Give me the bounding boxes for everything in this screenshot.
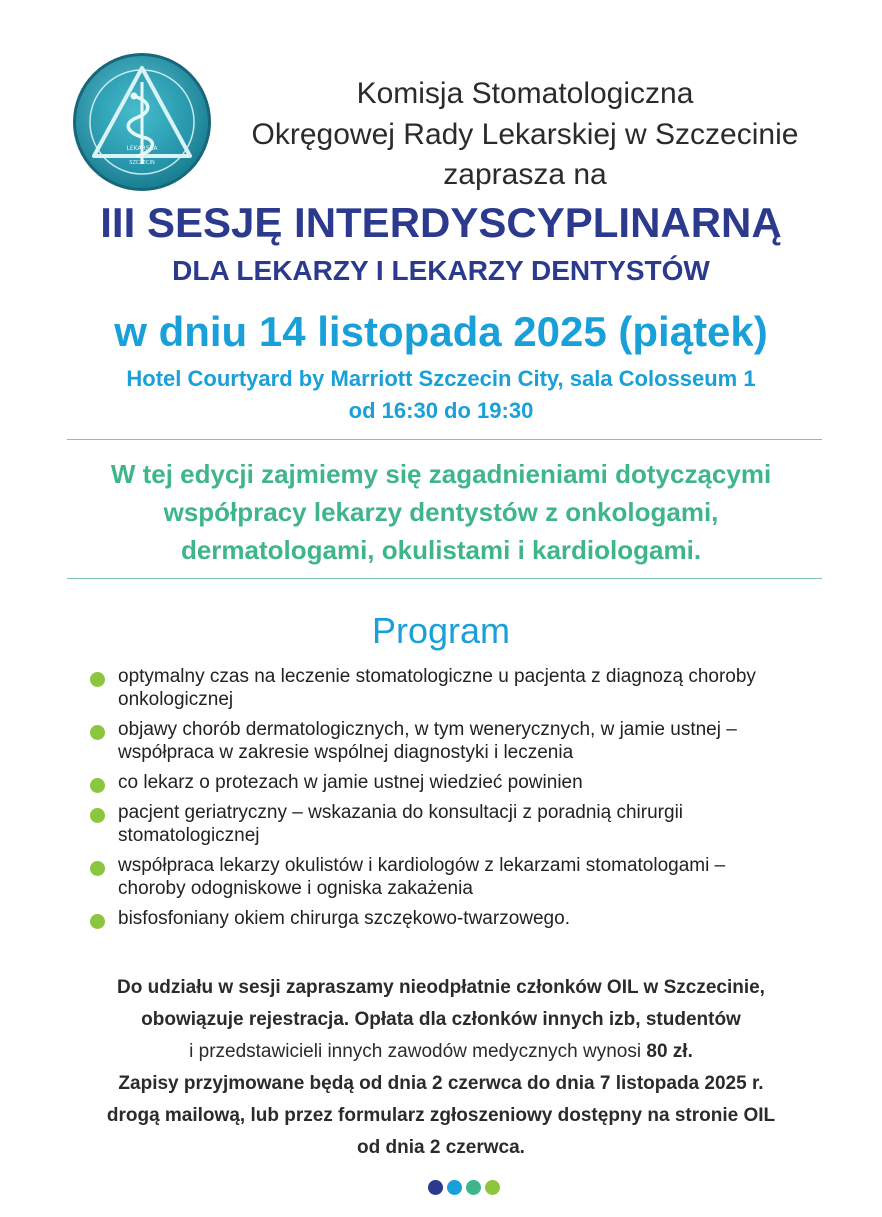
registration-note	[70, 972, 812, 1164]
logo-ring-text-top: LEKARSKA	[126, 145, 158, 152]
organizer-line-1: Komisja Stomatologiczna	[356, 77, 694, 110]
program-list	[88, 665, 828, 937]
organizer-line-3: zaprasza na	[443, 158, 607, 191]
divider-top	[67, 439, 822, 440]
note-line-3-text: i przedstawicieli innych zawodów medycznych wynosi	[189, 1041, 647, 1062]
program-item	[88, 718, 828, 764]
program-item-line-2: onkologicznej	[118, 689, 234, 710]
fee-amount: 80 zł	[646, 1041, 688, 1062]
event-subtitle: DLA LEKARZY I LEKARZY DENTYSTÓW	[172, 255, 710, 286]
note-line-5: drogą mailową, lub przez formularz zgłoszeniowy dostępny na stronie OIL	[106, 1105, 776, 1126]
bullet-dot-icon	[90, 861, 105, 876]
program-item	[88, 665, 828, 711]
edition-line-3: dermatologami, okulistami i kardiologami.	[180, 535, 702, 565]
program-item-line-1: optymalny czas na leczenie stomatologiczne u pacjenta z diagnozą choroby	[118, 666, 756, 687]
program-item-line-2: choroby odogniskowe i ogniska zakażenia	[118, 878, 473, 899]
note-line-1: Do udziału w sesji zapraszamy nieodpłatnie członków OIL w Szczecinie,	[117, 977, 765, 998]
footer-dots	[428, 1180, 500, 1195]
logo-ring-text-bottom: SZCZECIN	[129, 160, 155, 166]
event-venue: Hotel Courtyard by Marriott Szczecin City, sala Colosseum 1	[126, 366, 756, 391]
footer-dot-navy	[428, 1180, 443, 1195]
footer-dot-blue	[447, 1180, 462, 1195]
note-line-6: od dnia 2 czerwca.	[357, 1137, 525, 1158]
note-line-3	[70, 1036, 812, 1068]
event-hours: od 16:30 do 19:30	[348, 398, 534, 423]
program-item-line-1: współpraca lekarzy okulistów i kardiologów z lekarzami stomatologami –	[118, 855, 726, 876]
bullet-dot-icon	[90, 914, 105, 929]
program-item	[88, 854, 828, 900]
event-date: w dniu 14 listopada 2025 (piątek)	[114, 308, 768, 355]
program-item-line-1: bisfosfoniany okiem chirurga szczękowo-twarzowego.	[118, 908, 570, 929]
bullet-dot-icon	[90, 672, 105, 687]
edition-description	[40, 455, 842, 569]
edition-line-1: W tej edycji zajmiemy się zagadnieniami dotyczącymi	[110, 459, 772, 489]
program-item-line-2: stomatologicznej	[118, 825, 260, 846]
footer-dot-green	[466, 1180, 481, 1195]
note-line-2: obowiązuje rejestracja. Opłata dla członków innych izb, studentów	[141, 1009, 741, 1030]
program-item	[88, 907, 828, 930]
dental-caduceus-seal-icon	[72, 52, 212, 192]
program-item	[88, 771, 828, 794]
note-line-3-end: .	[687, 1041, 693, 1062]
program-item-line-1: co lekarz o protezach w jamie ustnej wiedzieć powinien	[118, 772, 583, 793]
bullet-dot-icon	[90, 808, 105, 823]
organizer-line-2: Okręgowej Rady Lekarskiej w Szczecinie	[251, 118, 799, 151]
program-item	[88, 801, 828, 847]
program-item-line-2: współpraca w zakresie wspólnej diagnostyki i leczenia	[118, 742, 574, 763]
program-heading: Program	[371, 610, 511, 651]
program-item-line-1: pacjent geriatryczny – wskazania do konsultacji z poradnią chirurgii	[118, 802, 684, 823]
program-item-line-1: objawy chorób dermatologicznych, w tym wenerycznych, w jamie ustnej –	[118, 719, 737, 740]
edition-line-2: współpracy lekarzy dentystów z onkologami,	[163, 497, 719, 527]
footer-dot-lime	[485, 1180, 500, 1195]
note-line-4: Zapisy przyjmowane będą od dnia 2 czerwca do dnia 7 listopada 2025 r.	[118, 1073, 764, 1094]
bullet-dot-icon	[90, 725, 105, 740]
divider-bottom	[67, 578, 822, 579]
event-title: III SESJĘ INTERDYSCYPLINARNĄ	[100, 199, 782, 246]
bullet-dot-icon	[90, 778, 105, 793]
